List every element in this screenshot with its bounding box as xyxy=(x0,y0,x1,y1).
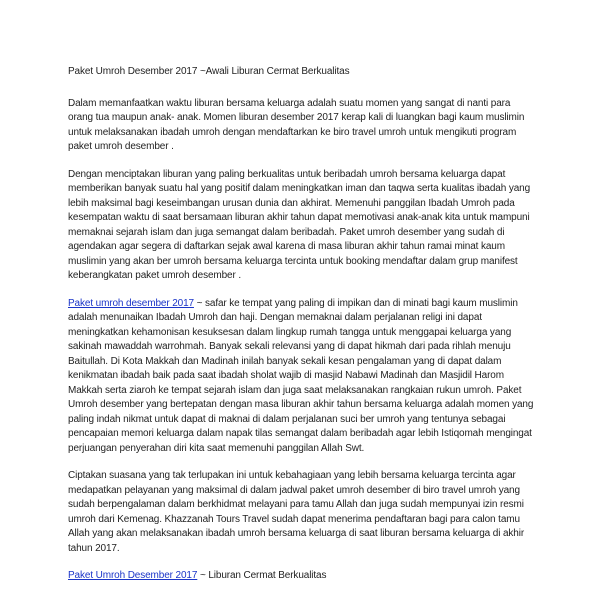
footer-tagline-text: ~ Liburan Cermat Berkualitas xyxy=(197,570,327,581)
paket-umroh-desember-2017-link[interactable]: Paket umroh desember 2017 xyxy=(68,297,194,309)
paragraph-liburan-berkualitas: Dengan menciptakan liburan yang paling berkualitas untuk beribadah umroh bersama keluarga dapat memberikan banyak suatu hal yang positif dalam meningkatkan iman dan taqwa serta kualitas ibadah yang lebih maksimal bagi keseimbangan urusan dunia dan akhirat. Memenuhi panggilan Ibadah Umroh pada kesempatan waktu di saat bersamaan liburan akhir tahun dapat memotivasi anak-anak kita untuk mampuni memaknai sejarah islam dan juga semangat dalam beribadah. Paket umroh desember yang sudah di agendakan agar segera di daftarkan sejak awal karena di masa liburan akhir tahun ramai minat kaum muslimin yang akan ber umroh bersama keluarga tercinta untuk booking mendaftar dalam grup manifest keberangkatan paket umroh desember . xyxy=(68,168,531,281)
document-title: Paket Umroh Desember 2017 ~Awali Liburan Cermat Berkualitas xyxy=(68,66,350,77)
paragraph-intro: Dalam memanfaatkan waktu liburan bersama keluarga adalah suatu momen yang sangat di nanti para orang tua maupun anak- anak. Momen liburan desember 2017 kerap kali di luangkan bagi kaum muslimin untuk melaksanakan ibadah umroh dengan mendaftarkan ke biro travel umroh untuk mengikuti program paket umroh desember . xyxy=(68,97,525,152)
paragraph-safar-text: ~ safar ke tempat yang paling di impikan dan di minati bagi kaum muslimin adalah menunaikan Ibadah Umroh dan haji. Dengan memaknai dalam perjalanan religi ini dapat meningkatkan kehamonisan kesuksesan dalam lingkup rumah tangga untuk menggapai keluarga yang sakinah mawaddah warrohmah. Banyak sekali relevansi yang di dapat hikmah dari pada rihlah menuju Baitullah. Di Kota Makkah dan Madinah inilah banyak sekali kesan pengalaman yang di dapat dalam kenikmatan ibadah baik pada saat ibadah sholat wajib di masjid Nabawi Madinah dan Masjidil Harom Makkah serta ziaroh ke tempat sejarah islam dan juga saat melaksanakan rangkaian rukun umroh. Paket Umroh desember yang bertepatan dengan masa liburan akhir tahun bersama keluarga adalah momen yang paling indah nikmat untuk dapat di maknai di dalam perjalanan suci ber umroh yang tentunya sebagai pencapaian memori keluarga dalam napak tilas semangat dalam beribadah agar lebih Istiqomah mengingat perjuangan penyerahan diri kita saat memenuhi panggilan Allah Swt. xyxy=(68,297,534,454)
footer-paket-umroh-link[interactable]: Paket Umroh Desember 2017 xyxy=(68,570,198,581)
paragraph-safar xyxy=(68,297,536,457)
footer-line xyxy=(68,569,536,584)
paragraph-khazzanah: Ciptakan suasana yang tak terlupakan ini untuk kebahagiaan yang lebih bersama keluarga tercinta agar medapatkan pelayanan yang maksimal di dalam jadwal paket umroh desember di biro travel umroh yang sudah berpengalaman dalam berkhidmat melayani para tamu Allah dan juga sudah mempunyai izin resmi umroh dari Kemenag. Khazzanah Tours Travel sudah dapat menerima pendaftaran bagi para calon tamu Allah yang akan melaksanakan ibadah umroh bersama keluarga di saat liburan bersama keluarga di akhir tahun 2017. xyxy=(68,470,525,554)
